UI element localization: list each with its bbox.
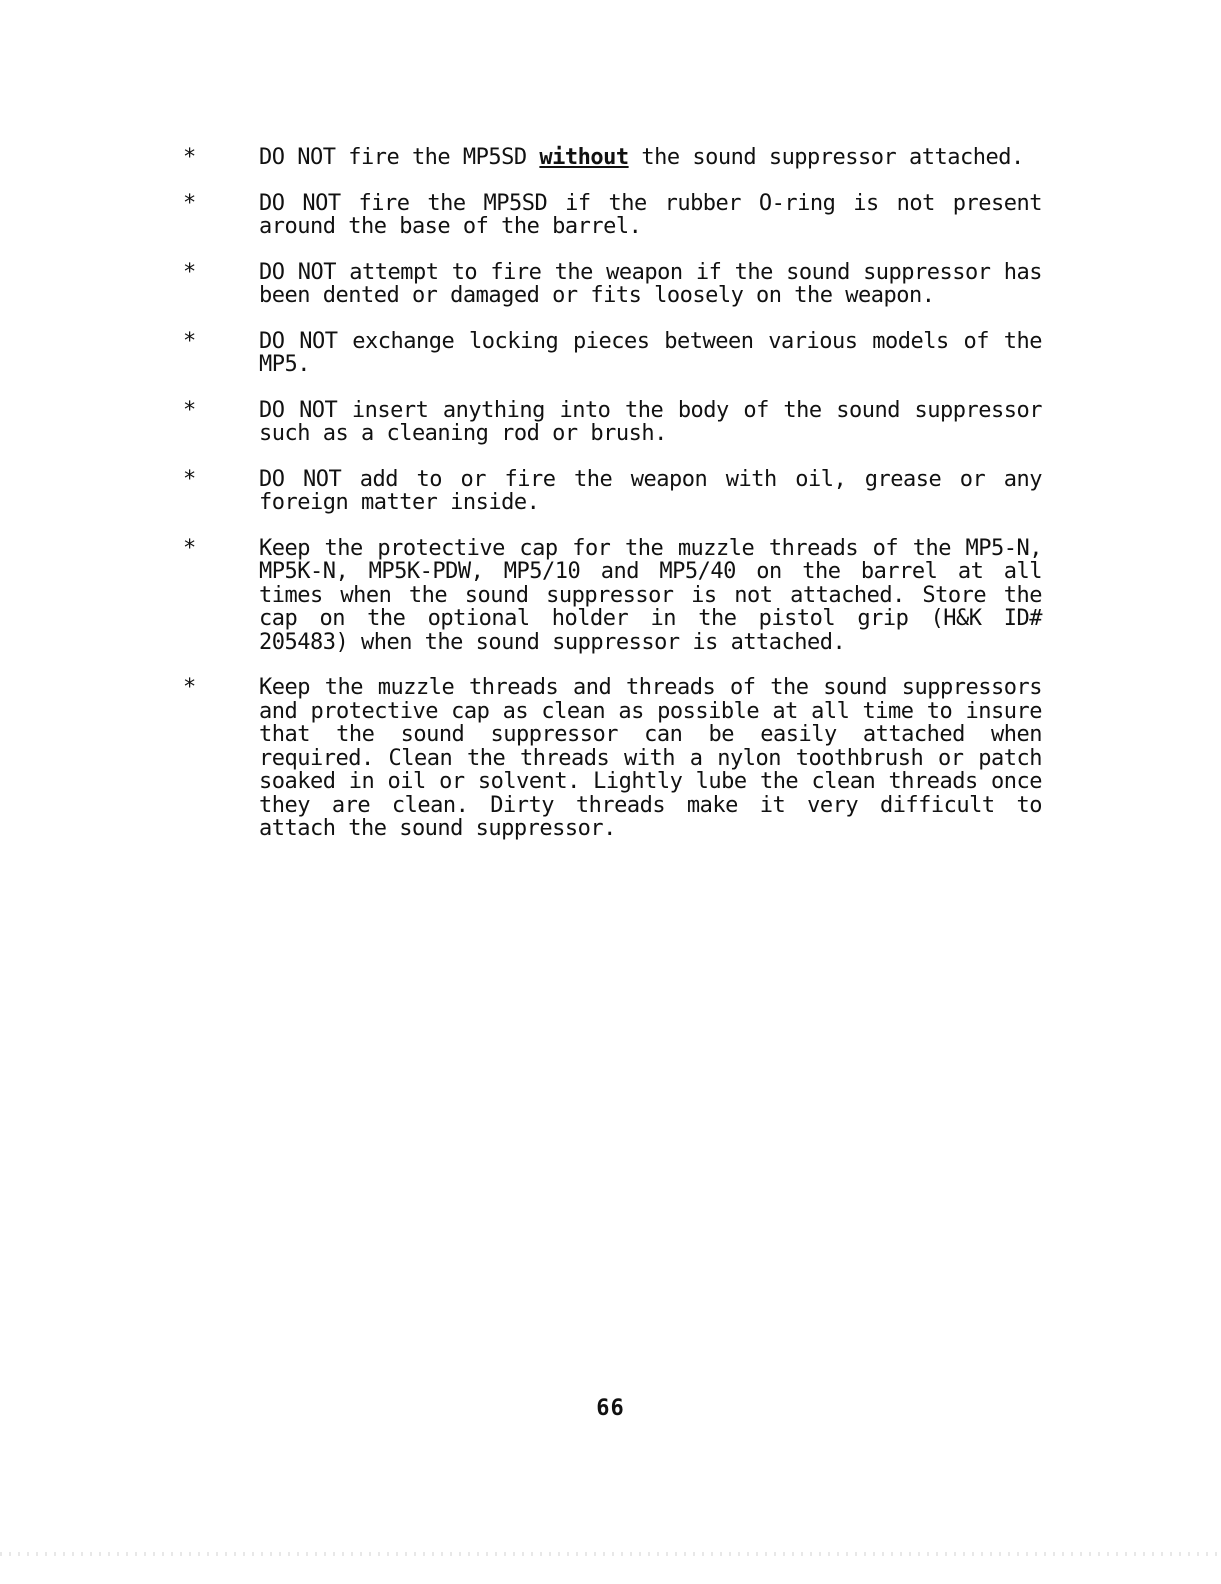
page-number: 66 — [596, 1396, 625, 1421]
emphasis-without: without — [539, 145, 629, 170]
item-text-end: the sound suppressor attached. — [628, 145, 1024, 170]
bullet-marker: * — [183, 145, 197, 170]
list-item-text: DO NOT insert anything into the body of the sound suppressor such as a cleaning rod or brush. — [259, 397, 1042, 446]
list-item — [183, 146, 1045, 170]
warning-list — [183, 146, 1045, 863]
list-item — [183, 399, 1045, 446]
bullet-marker: * — [183, 535, 197, 561]
bullet-marker: * — [183, 466, 197, 492]
bullet-marker: * — [183, 675, 197, 700]
list-item — [183, 537, 1045, 655]
list-item-text — [259, 146, 1042, 170]
scan-artifact-strip — [0, 1552, 1221, 1556]
list-item-text: DO NOT exchange locking pieces between various models of the MP5. — [259, 328, 1042, 377]
bullet-marker: * — [183, 397, 197, 423]
list-item-text: Keep the muzzle threads and threads of the sound suppressors and protective cap as clean as possible at all time to insure that the sound suppressor can be easily attached when required. Clean the threads with a nylon toothbrush or patch soaked in oil or solvent. Lightly lube the clean threads once they are clean. Dirty threads make it very difficult to attach the sound suppressor. — [259, 675, 1042, 841]
list-item-text: DO NOT attempt to fire the weapon if the sound suppressor has been dented or damaged or fits loosely on the weapon. — [259, 259, 1042, 308]
list-item — [183, 261, 1045, 308]
bullet-marker: * — [183, 328, 197, 354]
list-item-text: DO NOT fire the MP5SD if the rubber O-ring is not present around the base of the barrel. — [259, 190, 1042, 239]
bullet-marker: * — [183, 190, 197, 216]
list-item-text: DO NOT add to or fire the weapon with oil, grease or any foreign matter inside. — [259, 466, 1042, 515]
list-item — [183, 330, 1045, 377]
item-text-start: DO NOT fire the MP5SD — [259, 145, 540, 170]
bullet-marker: * — [183, 259, 197, 285]
list-item — [183, 676, 1045, 841]
list-item — [183, 468, 1045, 515]
list-item-text: Keep the protective cap for the muzzle threads of the MP5-N, MP5K-N, MP5K-PDW, MP5/10 and MP5/40 on the barrel at all times when the sound suppressor is not attached. Store the cap on the optional holder in the pistol grip (H&K ID# 205483) when the sound suppressor is attached. — [259, 535, 1042, 655]
list-item — [183, 192, 1045, 239]
